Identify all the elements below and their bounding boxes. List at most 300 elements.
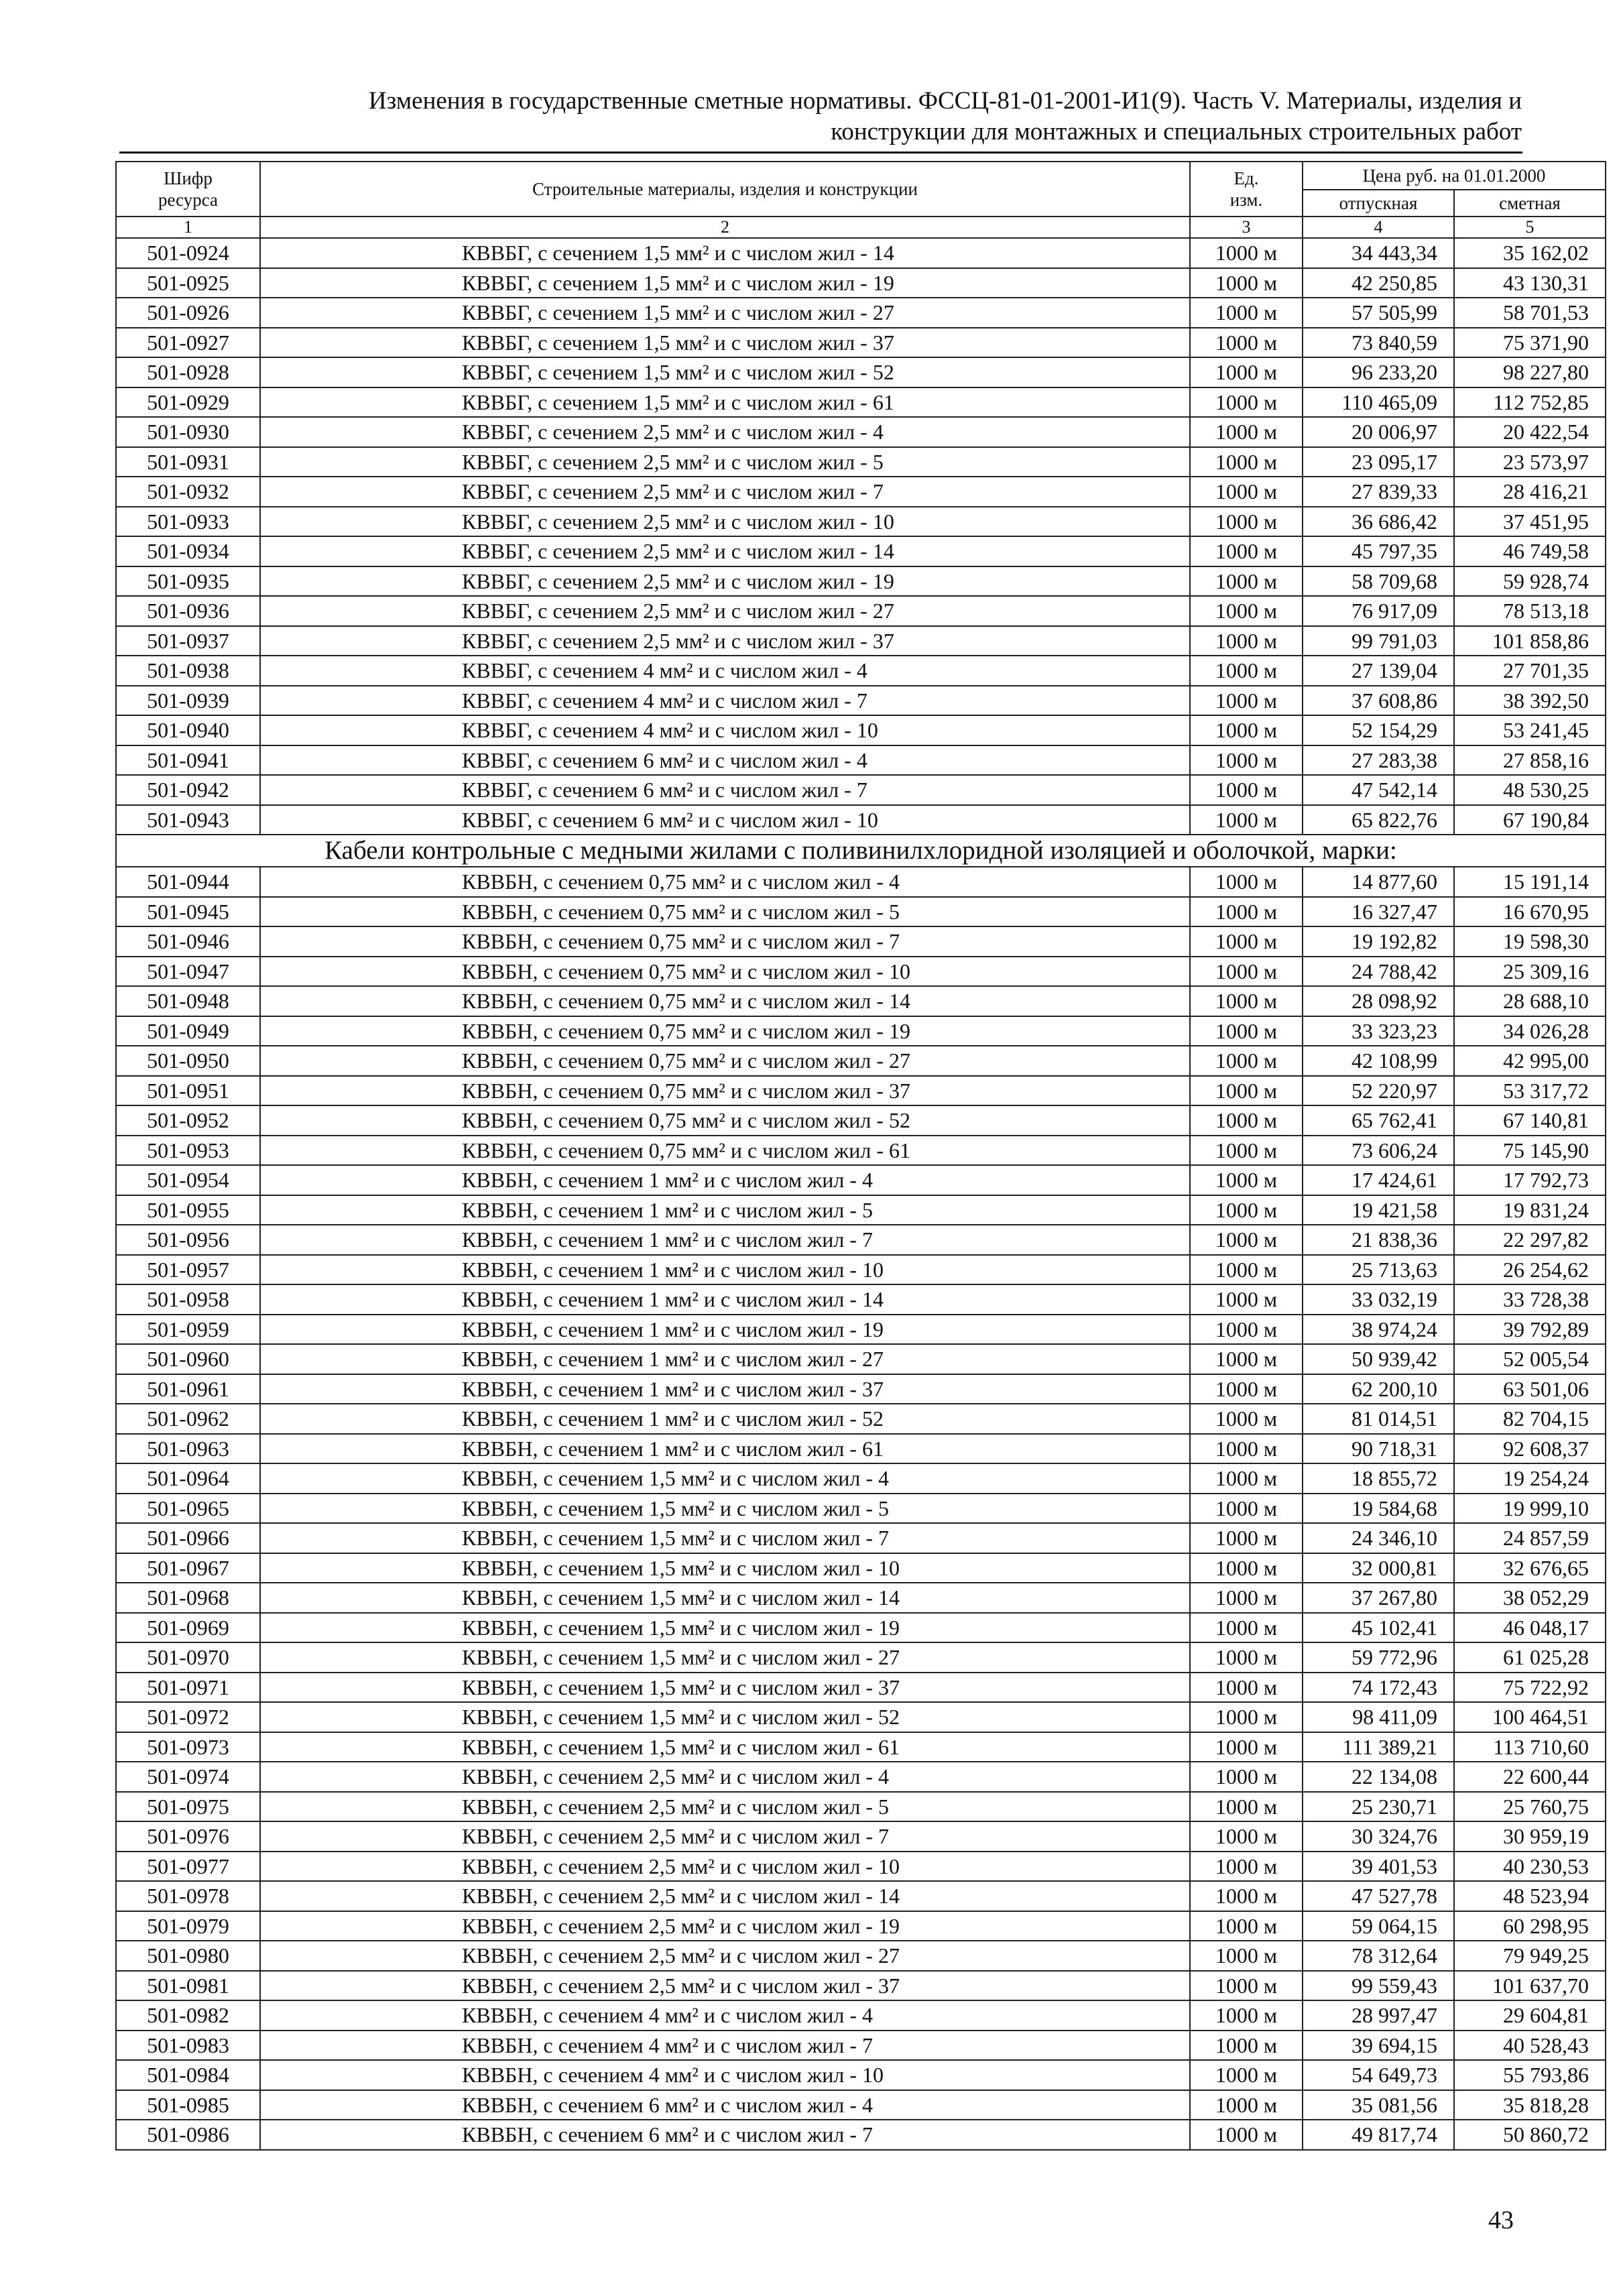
table-row xyxy=(116,1702,1606,1732)
resource-code: 501-0944 xyxy=(116,867,260,897)
table-row xyxy=(116,1732,1606,1762)
release-price: 49 817,74 xyxy=(1303,2120,1454,2150)
material-name: КВВБН, с сечением 1 мм² и с числом жил - 14 xyxy=(260,1284,1190,1315)
table-row xyxy=(116,1613,1606,1643)
estimate-price: 40 230,53 xyxy=(1454,1852,1606,1882)
material-name: КВВБН, с сечением 1 мм² и с числом жил - 4 xyxy=(260,1165,1190,1195)
column-number: 2 xyxy=(260,217,1190,238)
material-name: КВВБГ, с сечением 1,5 мм² и с числом жил - 61 xyxy=(260,387,1190,418)
release-price: 36 686,42 xyxy=(1303,507,1454,537)
table-row xyxy=(116,1076,1606,1106)
unit-of-measure: 1000 м xyxy=(1190,1105,1303,1136)
unit-of-measure: 1000 м xyxy=(1190,1762,1303,1792)
table-row xyxy=(116,566,1606,597)
release-price: 42 108,99 xyxy=(1303,1046,1454,1076)
col-header-estimate: сметная xyxy=(1454,190,1606,217)
material-name: КВВБН, с сечением 1 мм² и с числом жил - 37 xyxy=(260,1374,1190,1404)
material-name: КВВБН, с сечением 0,75 мм² и с числом жил - 52 xyxy=(260,1105,1190,1136)
resource-code: 501-0977 xyxy=(116,1852,260,1882)
material-name: КВВБН, с сечением 1,5 мм² и с числом жил - 52 xyxy=(260,1702,1190,1732)
unit-of-measure: 1000 м xyxy=(1190,656,1303,686)
release-price: 27 839,33 xyxy=(1303,477,1454,507)
unit-of-measure: 1000 м xyxy=(1190,268,1303,298)
resource-code: 501-0974 xyxy=(116,1762,260,1792)
unit-of-measure: 1000 м xyxy=(1190,1613,1303,1643)
unit-of-measure: 1000 м xyxy=(1190,775,1303,805)
release-price: 24 346,10 xyxy=(1303,1523,1454,1553)
resource-code: 501-0924 xyxy=(116,238,260,268)
unit-of-measure: 1000 м xyxy=(1190,596,1303,626)
table-row xyxy=(116,417,1606,447)
material-name: КВВБГ, с сечением 4 мм² и с числом жил - 4 xyxy=(260,656,1190,686)
resource-code: 501-0972 xyxy=(116,1702,260,1732)
material-name: КВВБН, с сечением 1,5 мм² и с числом жил - 7 xyxy=(260,1523,1190,1553)
estimate-price: 38 052,29 xyxy=(1454,1583,1606,1613)
release-price: 99 791,03 xyxy=(1303,626,1454,656)
unit-of-measure: 1000 м xyxy=(1190,1583,1303,1613)
unit-of-measure: 1000 м xyxy=(1190,357,1303,387)
unit-of-measure: 1000 м xyxy=(1190,328,1303,358)
table-row xyxy=(116,2120,1606,2150)
release-price: 28 098,92 xyxy=(1303,986,1454,1016)
release-price: 33 323,23 xyxy=(1303,1016,1454,1046)
material-name: КВВБН, с сечением 1,5 мм² и с числом жил - 10 xyxy=(260,1553,1190,1583)
unit-of-measure: 1000 м xyxy=(1190,1971,1303,2001)
estimate-price: 35 818,28 xyxy=(1454,2090,1606,2120)
resource-code: 501-0930 xyxy=(116,417,260,447)
resource-code: 501-0956 xyxy=(116,1225,260,1255)
table-row xyxy=(116,1016,1606,1046)
table-row xyxy=(116,926,1606,957)
table-row xyxy=(116,745,1606,776)
release-price: 27 139,04 xyxy=(1303,656,1454,686)
estimate-price: 28 416,21 xyxy=(1454,477,1606,507)
estimate-price: 38 392,50 xyxy=(1454,686,1606,716)
material-name: КВВБГ, с сечением 1,5 мм² и с числом жил - 27 xyxy=(260,298,1190,328)
header-line-1: Изменения в государственные сметные нормативы. ФССЦ-81-01-2001-И1(9). Часть V. Материалы, изделия и xyxy=(368,87,1522,115)
table-row xyxy=(116,897,1606,927)
table-row xyxy=(116,1523,1606,1553)
release-price: 30 324,76 xyxy=(1303,1821,1454,1852)
material-name: КВВБН, с сечением 6 мм² и с числом жил - 7 xyxy=(260,2120,1190,2150)
material-name: КВВБГ, с сечением 2,5 мм² и с числом жил - 4 xyxy=(260,417,1190,447)
unit-of-measure: 1000 м xyxy=(1190,1553,1303,1583)
resource-code: 501-0963 xyxy=(116,1434,260,1464)
resource-code: 501-0976 xyxy=(116,1821,260,1852)
table-row xyxy=(116,477,1606,507)
release-price: 17 424,61 xyxy=(1303,1165,1454,1195)
material-name: КВВБН, с сечением 1 мм² и с числом жил - 7 xyxy=(260,1225,1190,1255)
material-name: КВВБГ, с сечением 2,5 мм² и с числом жил - 19 xyxy=(260,566,1190,597)
unit-of-measure: 1000 м xyxy=(1190,1344,1303,1374)
material-name: КВВБН, с сечением 1,5 мм² и с числом жил - 61 xyxy=(260,1732,1190,1762)
estimate-price: 39 792,89 xyxy=(1454,1315,1606,1345)
unit-of-measure: 1000 м xyxy=(1190,1225,1303,1255)
material-name: КВВБГ, с сечением 6 мм² и с числом жил - 4 xyxy=(260,745,1190,776)
table-row xyxy=(116,1434,1606,1464)
estimate-price: 35 162,02 xyxy=(1454,238,1606,268)
estimate-price: 59 928,74 xyxy=(1454,566,1606,597)
estimate-price: 67 190,84 xyxy=(1454,805,1606,835)
table-row xyxy=(116,1105,1606,1136)
table-row xyxy=(116,1673,1606,1703)
resource-code: 501-0964 xyxy=(116,1463,260,1494)
estimate-price: 46 048,17 xyxy=(1454,1613,1606,1643)
release-price: 47 527,78 xyxy=(1303,1881,1454,1911)
unit-of-measure: 1000 м xyxy=(1190,1195,1303,1225)
unit-of-measure: 1000 м xyxy=(1190,1911,1303,1941)
release-price: 32 000,81 xyxy=(1303,1553,1454,1583)
estimate-price: 48 530,25 xyxy=(1454,775,1606,805)
estimate-price: 37 451,95 xyxy=(1454,507,1606,537)
material-name: КВВБГ, с сечением 2,5 мм² и с числом жил - 27 xyxy=(260,596,1190,626)
table-row xyxy=(116,1284,1606,1315)
resource-code: 501-0983 xyxy=(116,2031,260,2061)
unit-of-measure: 1000 м xyxy=(1190,387,1303,418)
table-row xyxy=(116,1463,1606,1494)
unit-of-measure: 1000 м xyxy=(1190,1881,1303,1911)
unit-of-measure: 1000 м xyxy=(1190,2031,1303,2061)
estimate-price: 19 254,24 xyxy=(1454,1463,1606,1494)
header-rule xyxy=(119,152,1522,154)
table-row xyxy=(116,1642,1606,1673)
table-row xyxy=(116,805,1606,835)
unit-of-measure: 1000 м xyxy=(1190,507,1303,537)
material-name: КВВБН, с сечением 0,75 мм² и с числом жил - 37 xyxy=(260,1076,1190,1106)
release-price: 81 014,51 xyxy=(1303,1404,1454,1434)
release-price: 52 220,97 xyxy=(1303,1076,1454,1106)
estimate-price: 101 858,86 xyxy=(1454,626,1606,656)
resource-code: 501-0958 xyxy=(116,1284,260,1315)
release-price: 23 095,17 xyxy=(1303,447,1454,477)
table-row xyxy=(116,626,1606,656)
table-row xyxy=(116,447,1606,477)
material-name: КВВБН, с сечением 2,5 мм² и с числом жил - 4 xyxy=(260,1762,1190,1792)
release-price: 90 718,31 xyxy=(1303,1434,1454,1464)
estimate-price: 19 831,24 xyxy=(1454,1195,1606,1225)
resource-code: 501-0926 xyxy=(116,298,260,328)
resource-code: 501-0959 xyxy=(116,1315,260,1345)
unit-of-measure: 1000 м xyxy=(1190,626,1303,656)
table-row xyxy=(116,1971,1606,2001)
release-price: 37 267,80 xyxy=(1303,1583,1454,1613)
material-name: КВВБН, с сечением 1 мм² и с числом жил - 10 xyxy=(260,1255,1190,1285)
table-row xyxy=(116,298,1606,328)
material-name: КВВБГ, с сечением 1,5 мм² и с числом жил - 37 xyxy=(260,328,1190,358)
table-row xyxy=(116,1136,1606,1166)
unit-of-measure: 1000 м xyxy=(1190,1941,1303,1971)
material-name: КВВБГ, с сечением 1,5 мм² и с числом жил - 52 xyxy=(260,357,1190,387)
material-name: КВВБГ, с сечением 2,5 мм² и с числом жил - 7 xyxy=(260,477,1190,507)
release-price: 73 840,59 xyxy=(1303,328,1454,358)
release-price: 14 877,60 xyxy=(1303,867,1454,897)
unit-of-measure: 1000 м xyxy=(1190,238,1303,268)
release-price: 19 421,58 xyxy=(1303,1195,1454,1225)
unit-of-measure: 1000 м xyxy=(1190,715,1303,745)
unit-of-measure: 1000 м xyxy=(1190,1792,1303,1822)
release-price: 65 762,41 xyxy=(1303,1105,1454,1136)
unit-of-measure: 1000 м xyxy=(1190,2060,1303,2090)
unit-of-measure: 1000 м xyxy=(1190,1136,1303,1166)
material-name: КВВБГ, с сечением 1,5 мм² и с числом жил - 14 xyxy=(260,238,1190,268)
unit-of-measure: 1000 м xyxy=(1190,477,1303,507)
release-price: 19 584,68 xyxy=(1303,1494,1454,1524)
section-heading-row xyxy=(116,835,1606,867)
column-number: 1 xyxy=(116,217,260,238)
estimate-price: 60 298,95 xyxy=(1454,1911,1606,1941)
estimate-price: 78 513,18 xyxy=(1454,596,1606,626)
table-row xyxy=(116,1255,1606,1285)
col-header-code-line2: ресурса xyxy=(158,190,219,210)
estimate-price: 19 999,10 xyxy=(1454,1494,1606,1524)
unit-of-measure: 1000 м xyxy=(1190,805,1303,835)
material-name: КВВБГ, с сечением 6 мм² и с числом жил - 7 xyxy=(260,775,1190,805)
unit-of-measure: 1000 м xyxy=(1190,1673,1303,1703)
material-name: КВВБН, с сечением 1,5 мм² и с числом жил - 27 xyxy=(260,1642,1190,1673)
resource-code: 501-0947 xyxy=(116,957,260,987)
unit-of-measure: 1000 м xyxy=(1190,1463,1303,1494)
release-price: 59 064,15 xyxy=(1303,1911,1454,1941)
material-name: КВВБН, с сечением 0,75 мм² и с числом жил - 27 xyxy=(260,1046,1190,1076)
table-row xyxy=(116,715,1606,745)
release-price: 45 102,41 xyxy=(1303,1613,1454,1643)
release-price: 110 465,09 xyxy=(1303,387,1454,418)
unit-of-measure: 1000 м xyxy=(1190,1702,1303,1732)
table-row xyxy=(116,1315,1606,1345)
unit-of-measure: 1000 м xyxy=(1190,2000,1303,2031)
estimate-price: 20 422,54 xyxy=(1454,417,1606,447)
release-price: 74 172,43 xyxy=(1303,1673,1454,1703)
estimate-price: 22 297,82 xyxy=(1454,1225,1606,1255)
unit-of-measure: 1000 м xyxy=(1190,566,1303,597)
resource-code: 501-0950 xyxy=(116,1046,260,1076)
estimate-price: 101 637,70 xyxy=(1454,1971,1606,2001)
col-header-price: Цена руб. на 01.01.2000 xyxy=(1303,162,1606,190)
material-name: КВВБН, с сечением 0,75 мм² и с числом жил - 10 xyxy=(260,957,1190,987)
material-name: КВВБН, с сечением 2,5 мм² и с числом жил - 14 xyxy=(260,1881,1190,1911)
table-row xyxy=(116,1583,1606,1613)
col-header-name: Строительные материалы, изделия и конструкции xyxy=(260,162,1190,217)
column-number: 5 xyxy=(1454,217,1606,238)
resource-code: 501-0942 xyxy=(116,775,260,805)
material-name: КВВБН, с сечением 2,5 мм² и с числом жил - 7 xyxy=(260,1821,1190,1852)
resource-code: 501-0938 xyxy=(116,656,260,686)
material-name: КВВБН, с сечением 1 мм² и с числом жил - 5 xyxy=(260,1195,1190,1225)
resource-code: 501-0929 xyxy=(116,387,260,418)
estimate-price: 50 860,72 xyxy=(1454,2120,1606,2150)
table-row xyxy=(116,1821,1606,1852)
material-name: КВВБН, с сечением 1,5 мм² и с числом жил - 14 xyxy=(260,1583,1190,1613)
estimate-price: 58 701,53 xyxy=(1454,298,1606,328)
unit-of-measure: 1000 м xyxy=(1190,986,1303,1016)
release-price: 39 694,15 xyxy=(1303,2031,1454,2061)
resource-code: 501-0939 xyxy=(116,686,260,716)
estimate-price: 33 728,38 xyxy=(1454,1284,1606,1315)
table-row xyxy=(116,2090,1606,2120)
estimate-price: 92 608,37 xyxy=(1454,1434,1606,1464)
resource-code: 501-0934 xyxy=(116,536,260,566)
release-price: 65 822,76 xyxy=(1303,805,1454,835)
estimate-price: 67 140,81 xyxy=(1454,1105,1606,1136)
unit-of-measure: 1000 м xyxy=(1190,1315,1303,1345)
unit-of-measure: 1000 м xyxy=(1190,686,1303,716)
unit-of-measure: 1000 м xyxy=(1190,1852,1303,1882)
material-name: КВВБН, с сечением 1,5 мм² и с числом жил - 19 xyxy=(260,1613,1190,1643)
estimate-price: 34 026,28 xyxy=(1454,1016,1606,1046)
release-price: 54 649,73 xyxy=(1303,2060,1454,2090)
resource-code: 501-0980 xyxy=(116,1941,260,1971)
estimate-price: 75 722,92 xyxy=(1454,1673,1606,1703)
estimate-price: 25 760,75 xyxy=(1454,1792,1606,1822)
resource-code: 501-0986 xyxy=(116,2120,260,2150)
resource-code: 501-0960 xyxy=(116,1344,260,1374)
table-row xyxy=(116,1792,1606,1822)
resource-code: 501-0984 xyxy=(116,2060,260,2090)
resource-code: 501-0931 xyxy=(116,447,260,477)
material-name: КВВБН, с сечением 1 мм² и с числом жил - 19 xyxy=(260,1315,1190,1345)
material-name: КВВБН, с сечением 0,75 мм² и с числом жил - 7 xyxy=(260,926,1190,957)
estimate-price: 43 130,31 xyxy=(1454,268,1606,298)
table-row xyxy=(116,1494,1606,1524)
estimate-price: 27 858,16 xyxy=(1454,745,1606,776)
resource-code: 501-0928 xyxy=(116,357,260,387)
unit-of-measure: 1000 м xyxy=(1190,957,1303,987)
table-row xyxy=(116,656,1606,686)
material-name: КВВБН, с сечением 0,75 мм² и с числом жил - 4 xyxy=(260,867,1190,897)
resource-code: 501-0966 xyxy=(116,1523,260,1553)
release-price: 58 709,68 xyxy=(1303,566,1454,597)
resource-code: 501-0982 xyxy=(116,2000,260,2031)
release-price: 45 797,35 xyxy=(1303,536,1454,566)
estimate-price: 15 191,14 xyxy=(1454,867,1606,897)
material-name: КВВБГ, с сечением 4 мм² и с числом жил - 10 xyxy=(260,715,1190,745)
estimate-price: 75 145,90 xyxy=(1454,1136,1606,1166)
release-price: 99 559,43 xyxy=(1303,1971,1454,2001)
table-row xyxy=(116,686,1606,716)
col-header-release: отпускная xyxy=(1303,190,1454,217)
estimate-price: 53 317,72 xyxy=(1454,1076,1606,1106)
unit-of-measure: 1000 м xyxy=(1190,1404,1303,1434)
material-name: КВВБН, с сечением 2,5 мм² и с числом жил - 37 xyxy=(260,1971,1190,2001)
unit-of-measure: 1000 м xyxy=(1190,1046,1303,1076)
release-price: 37 608,86 xyxy=(1303,686,1454,716)
col-header-unit-line2: изм. xyxy=(1229,190,1263,210)
section-heading-body xyxy=(116,835,1606,867)
estimate-price: 42 995,00 xyxy=(1454,1046,1606,1076)
release-price: 111 389,21 xyxy=(1303,1732,1454,1762)
table-row xyxy=(116,2000,1606,2031)
estimate-price: 28 688,10 xyxy=(1454,986,1606,1016)
release-price: 98 411,09 xyxy=(1303,1702,1454,1732)
release-price: 78 312,64 xyxy=(1303,1941,1454,1971)
table-row xyxy=(116,268,1606,298)
unit-of-measure: 1000 м xyxy=(1190,298,1303,328)
column-number: 4 xyxy=(1303,217,1454,238)
table-body-kvvbn xyxy=(116,867,1606,2150)
material-name: КВВБН, с сечением 1 мм² и с числом жил - 61 xyxy=(260,1434,1190,1464)
release-price: 22 134,08 xyxy=(1303,1762,1454,1792)
table-row xyxy=(116,1165,1606,1195)
material-name: КВВБГ, с сечением 4 мм² и с числом жил - 7 xyxy=(260,686,1190,716)
estimate-price: 22 600,44 xyxy=(1454,1762,1606,1792)
resource-code: 501-0935 xyxy=(116,566,260,597)
unit-of-measure: 1000 м xyxy=(1190,745,1303,776)
estimate-price: 46 749,58 xyxy=(1454,536,1606,566)
material-name: КВВБН, с сечением 1 мм² и с числом жил - 27 xyxy=(260,1344,1190,1374)
estimate-price: 48 523,94 xyxy=(1454,1881,1606,1911)
unit-of-measure: 1000 м xyxy=(1190,1523,1303,1553)
table-body-kvvbg xyxy=(116,238,1606,835)
material-name: КВВБГ, с сечением 2,5 мм² и с числом жил - 14 xyxy=(260,536,1190,566)
estimate-price: 61 025,28 xyxy=(1454,1642,1606,1673)
resource-code: 501-0952 xyxy=(116,1105,260,1136)
unit-of-measure: 1000 м xyxy=(1190,1284,1303,1315)
table-row xyxy=(116,1852,1606,1882)
material-name: КВВБН, с сечением 0,75 мм² и с числом жил - 14 xyxy=(260,986,1190,1016)
resource-code: 501-0927 xyxy=(116,328,260,358)
column-number-row xyxy=(116,217,1606,238)
unit-of-measure: 1000 м xyxy=(1190,1016,1303,1046)
release-price: 62 200,10 xyxy=(1303,1374,1454,1404)
estimate-price: 55 793,86 xyxy=(1454,2060,1606,2090)
unit-of-measure: 1000 м xyxy=(1190,1165,1303,1195)
resource-code: 501-0985 xyxy=(116,2090,260,2120)
release-price: 39 401,53 xyxy=(1303,1852,1454,1882)
material-name: КВВБН, с сечением 1,5 мм² и с числом жил - 37 xyxy=(260,1673,1190,1703)
table-row xyxy=(116,1553,1606,1583)
estimate-price: 112 752,85 xyxy=(1454,387,1606,418)
table-row xyxy=(116,1344,1606,1374)
table-row xyxy=(116,1881,1606,1911)
unit-of-measure: 1000 м xyxy=(1190,536,1303,566)
table-row xyxy=(116,1911,1606,1941)
estimate-price: 100 464,51 xyxy=(1454,1702,1606,1732)
table-row xyxy=(116,957,1606,987)
header-line-2: конструкции для монтажных и специальных строительных работ xyxy=(831,118,1522,145)
resource-code: 501-0933 xyxy=(116,507,260,537)
release-price: 35 081,56 xyxy=(1303,2090,1454,2120)
release-price: 25 230,71 xyxy=(1303,1792,1454,1822)
estimate-price: 25 309,16 xyxy=(1454,957,1606,987)
table-row xyxy=(116,596,1606,626)
release-price: 19 192,82 xyxy=(1303,926,1454,957)
release-price: 76 917,09 xyxy=(1303,596,1454,626)
resource-code: 501-0941 xyxy=(116,745,260,776)
material-name: КВВБН, с сечением 1,5 мм² и с числом жил - 5 xyxy=(260,1494,1190,1524)
material-name: КВВБН, с сечением 0,75 мм² и с числом жил - 5 xyxy=(260,897,1190,927)
unit-of-measure: 1000 м xyxy=(1190,1076,1303,1106)
table-row xyxy=(116,1225,1606,1255)
col-header-code-line1: Шифр xyxy=(164,168,213,188)
table-row xyxy=(116,387,1606,418)
material-name: КВВБН, с сечением 4 мм² и с числом жил - 10 xyxy=(260,2060,1190,2090)
release-price: 27 283,38 xyxy=(1303,745,1454,776)
table-row xyxy=(116,2031,1606,2061)
resource-code: 501-0978 xyxy=(116,1881,260,1911)
release-price: 59 772,96 xyxy=(1303,1642,1454,1673)
release-price: 38 974,24 xyxy=(1303,1315,1454,1345)
resource-code: 501-0969 xyxy=(116,1613,260,1643)
resource-code: 501-0932 xyxy=(116,477,260,507)
table-header xyxy=(116,162,1606,238)
table-row xyxy=(116,328,1606,358)
unit-of-measure: 1000 м xyxy=(1190,926,1303,957)
material-name: КВВБГ, с сечением 1,5 мм² и с числом жил - 19 xyxy=(260,268,1190,298)
resource-code: 501-0949 xyxy=(116,1016,260,1046)
release-price: 18 855,72 xyxy=(1303,1463,1454,1494)
page-number: 43 xyxy=(1488,2206,1514,2234)
release-price: 52 154,29 xyxy=(1303,715,1454,745)
